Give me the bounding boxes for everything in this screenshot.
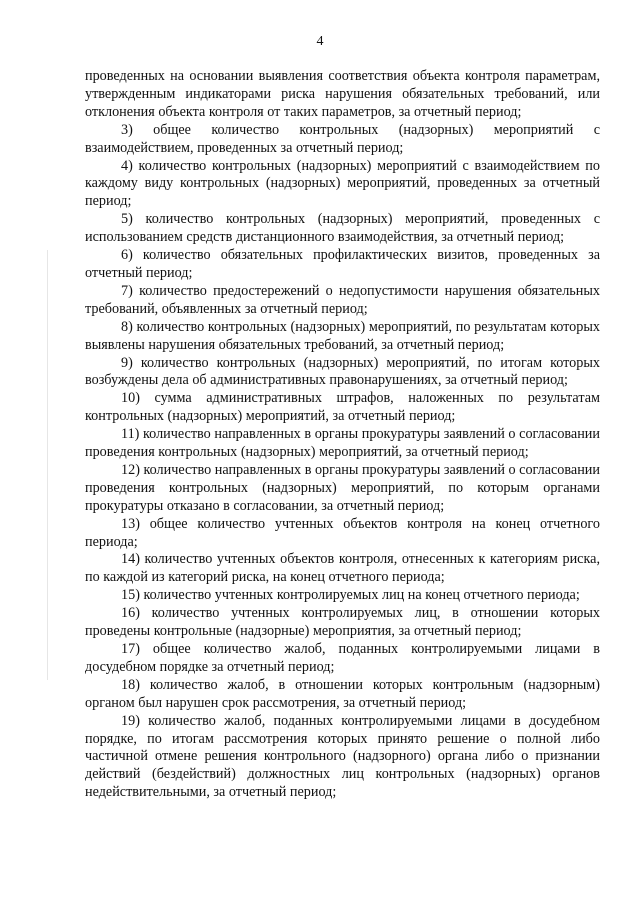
list-item-17: 17) общее количество жалоб, поданных контролируемыми лицами в досудебном порядке за отчетный период; <box>85 641 600 675</box>
list-item-7: 7) количество предостережений о недопустимости нарушения обязательных требований, объявленных за отчетный период; <box>85 282 600 317</box>
document-body <box>85 68 600 802</box>
list-item-9: 9) количество контрольных (надзорных) мероприятий, по итогам которых возбуждены дела об административных правонарушениях, за отчетный период; <box>85 354 600 389</box>
list-item-19: 19) количество жалоб, поданных контролируемыми лицами в досудебном порядке, по итогам рассмотрения которых принято решение о полной либо частичной отмене решения контрольного (надзорного) органа либо о признании действий (бездействий) должностных лиц контрольных (надзорных) органов недействительными, за отчетный период; <box>85 712 600 801</box>
list-item-3: 3) общее количество контрольных (надзорных) мероприятий с взаимодействием, проведенных за отчетный период; <box>85 121 600 156</box>
list-item-8: 8) количество контрольных (надзорных) мероприятий, по результатам которых выявлены нарушения обязательных требований, за отчетный период; <box>85 318 600 353</box>
scan-margin-line <box>47 250 48 680</box>
list-item-15: 15) количество учтенных контролируемых лиц на конец отчетного периода; <box>121 587 580 604</box>
list-item-11: 11) количество направленных в органы прокуратуры заявлений о согласовании проведения контрольных (надзорных) мероприятий, за отчетный период; <box>85 426 600 461</box>
page-number: 4 <box>316 34 324 49</box>
list-item-4: 4) количество контрольных (надзорных) мероприятий с взаимодействием по каждому виду контрольных (надзорных) мероприятий, проведенных за отчетный период; <box>85 157 600 210</box>
list-item-6: 6) количество обязательных профилактических визитов, проведенных за отчетный период; <box>85 247 600 281</box>
paragraph-continuation: проведенных на основании выявления соответствия объекта контроля параметрам, утвержденным индикаторами риска нарушения обязательных требований, или отклонения объекта контроля от таких параметров, за отчетный период; <box>85 68 600 120</box>
list-item-12: 12) количество направленных в органы прокуратуры заявлений о согласовании проведения контрольных (надзорных) мероприятий, по которым органами прокуратуры отказано в согласовании, за отчетный период; <box>85 461 600 514</box>
list-item-16: 16) количество учтенных контролируемых лиц, в отношении которых проведены контрольные (надзорные) мероприятия, за отчетный период; <box>85 605 600 640</box>
list-item-5: 5) количество контрольных (надзорных) мероприятий, проведенных с использованием средств дистанционного взаимодействия, за отчетный период; <box>85 211 600 246</box>
list-item-13: 13) общее количество учтенных объектов контроля на конец отчетного периода; <box>85 515 600 550</box>
list-item-18: 18) количество жалоб, в отношении которых контрольным (надзорным) органом был нарушен срок рассмотрения, за отчетный период; <box>85 676 600 711</box>
list-item-14: 14) количество учтенных объектов контроля, отнесенных к категориям риска, по каждой из категорий риска, на конец отчетного периода; <box>85 551 600 586</box>
list-item-10: 10) сумма административных штрафов, наложенных по результатам контрольных (надзорных) мероприятий, за отчетный период; <box>85 390 600 425</box>
